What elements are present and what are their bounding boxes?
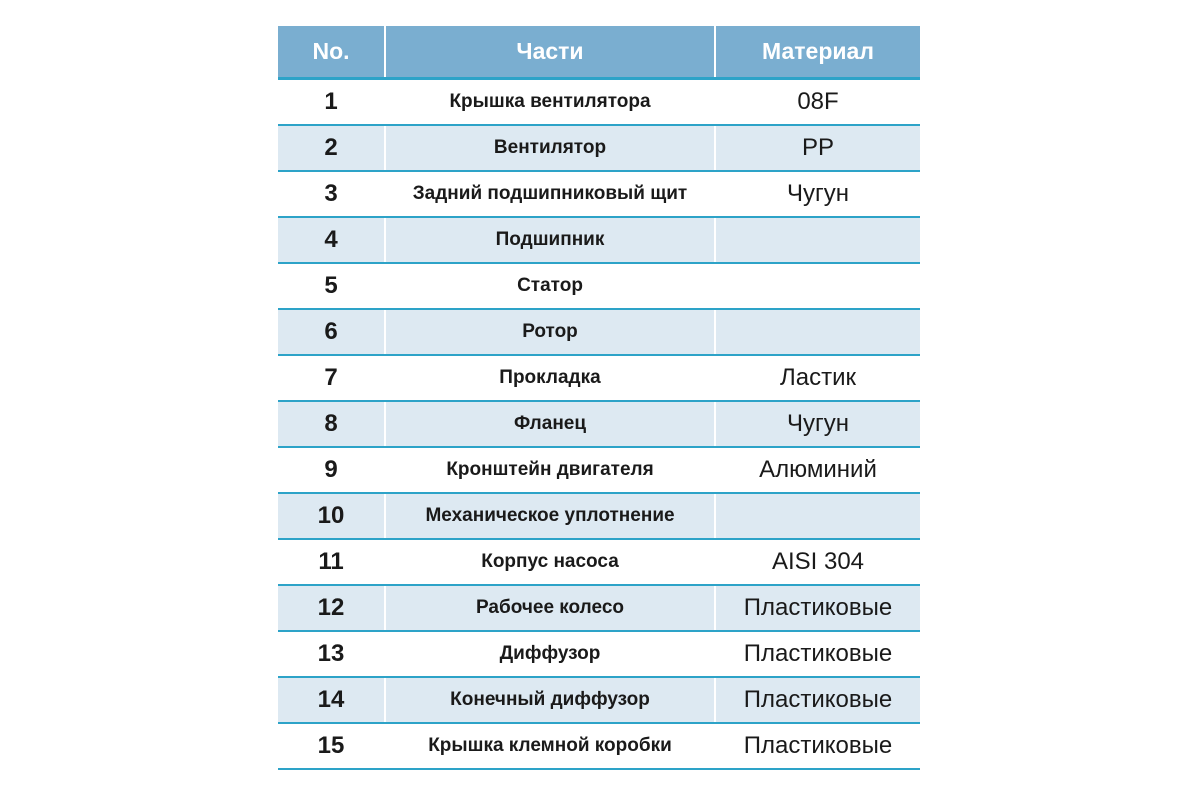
table-row: [278, 539, 920, 585]
table-row: [278, 263, 920, 309]
part-material: Алюминий: [715, 447, 920, 493]
table-row: [278, 171, 920, 217]
row-number: 13: [278, 631, 385, 677]
table-header: [278, 26, 920, 79]
table-row: [278, 493, 920, 539]
table-row: [278, 79, 920, 126]
part-material: PP: [715, 125, 920, 171]
part-material: Пластиковые: [715, 723, 920, 769]
header-row: [278, 26, 920, 79]
row-number: 2: [278, 125, 385, 171]
part-name: Статор: [385, 263, 715, 309]
part-material: [715, 493, 920, 539]
table-row: [278, 217, 920, 263]
part-name: Рабочее колесо: [385, 585, 715, 631]
part-name: Крышка вентилятора: [385, 79, 715, 126]
table-row: [278, 447, 920, 493]
part-name: Задний подшипниковый щит: [385, 171, 715, 217]
part-name: Механическое уплотнение: [385, 493, 715, 539]
header-material: Материал: [715, 26, 920, 79]
table-row: [278, 355, 920, 401]
part-name: Кронштейн двигателя: [385, 447, 715, 493]
part-material: Чугун: [715, 171, 920, 217]
header-part: Части: [385, 26, 715, 79]
part-material: [715, 309, 920, 355]
part-name: Подшипник: [385, 217, 715, 263]
part-name: Конечный диффузор: [385, 677, 715, 723]
table-row: [278, 723, 920, 769]
row-number: 4: [278, 217, 385, 263]
part-name: Ротор: [385, 309, 715, 355]
part-material: 08F: [715, 79, 920, 126]
row-number: 14: [278, 677, 385, 723]
part-material: [715, 217, 920, 263]
row-number: 11: [278, 539, 385, 585]
row-number: 15: [278, 723, 385, 769]
header-no: No.: [278, 26, 385, 79]
table-row: [278, 401, 920, 447]
part-material: AISI 304: [715, 539, 920, 585]
part-material: Пластиковые: [715, 631, 920, 677]
part-name: Корпус насоса: [385, 539, 715, 585]
row-number: 7: [278, 355, 385, 401]
row-number: 3: [278, 171, 385, 217]
table-row: [278, 585, 920, 631]
table-row: [278, 631, 920, 677]
row-number: 8: [278, 401, 385, 447]
part-material: [715, 263, 920, 309]
part-name: Вентилятор: [385, 125, 715, 171]
row-number: 12: [278, 585, 385, 631]
table-body: [278, 79, 920, 770]
part-material: Пластиковые: [715, 677, 920, 723]
part-material: Ластик: [715, 355, 920, 401]
row-number: 10: [278, 493, 385, 539]
row-number: 9: [278, 447, 385, 493]
row-number: 6: [278, 309, 385, 355]
part-name: Диффузор: [385, 631, 715, 677]
part-name: Прокладка: [385, 355, 715, 401]
part-material: Чугун: [715, 401, 920, 447]
part-name: Крышка клемной коробки: [385, 723, 715, 769]
part-material: Пластиковые: [715, 585, 920, 631]
part-name: Фланец: [385, 401, 715, 447]
table-row: [278, 309, 920, 355]
row-number: 1: [278, 79, 385, 126]
table-row: [278, 677, 920, 723]
parts-material-table: [278, 26, 920, 770]
row-number: 5: [278, 263, 385, 309]
table-row: [278, 125, 920, 171]
